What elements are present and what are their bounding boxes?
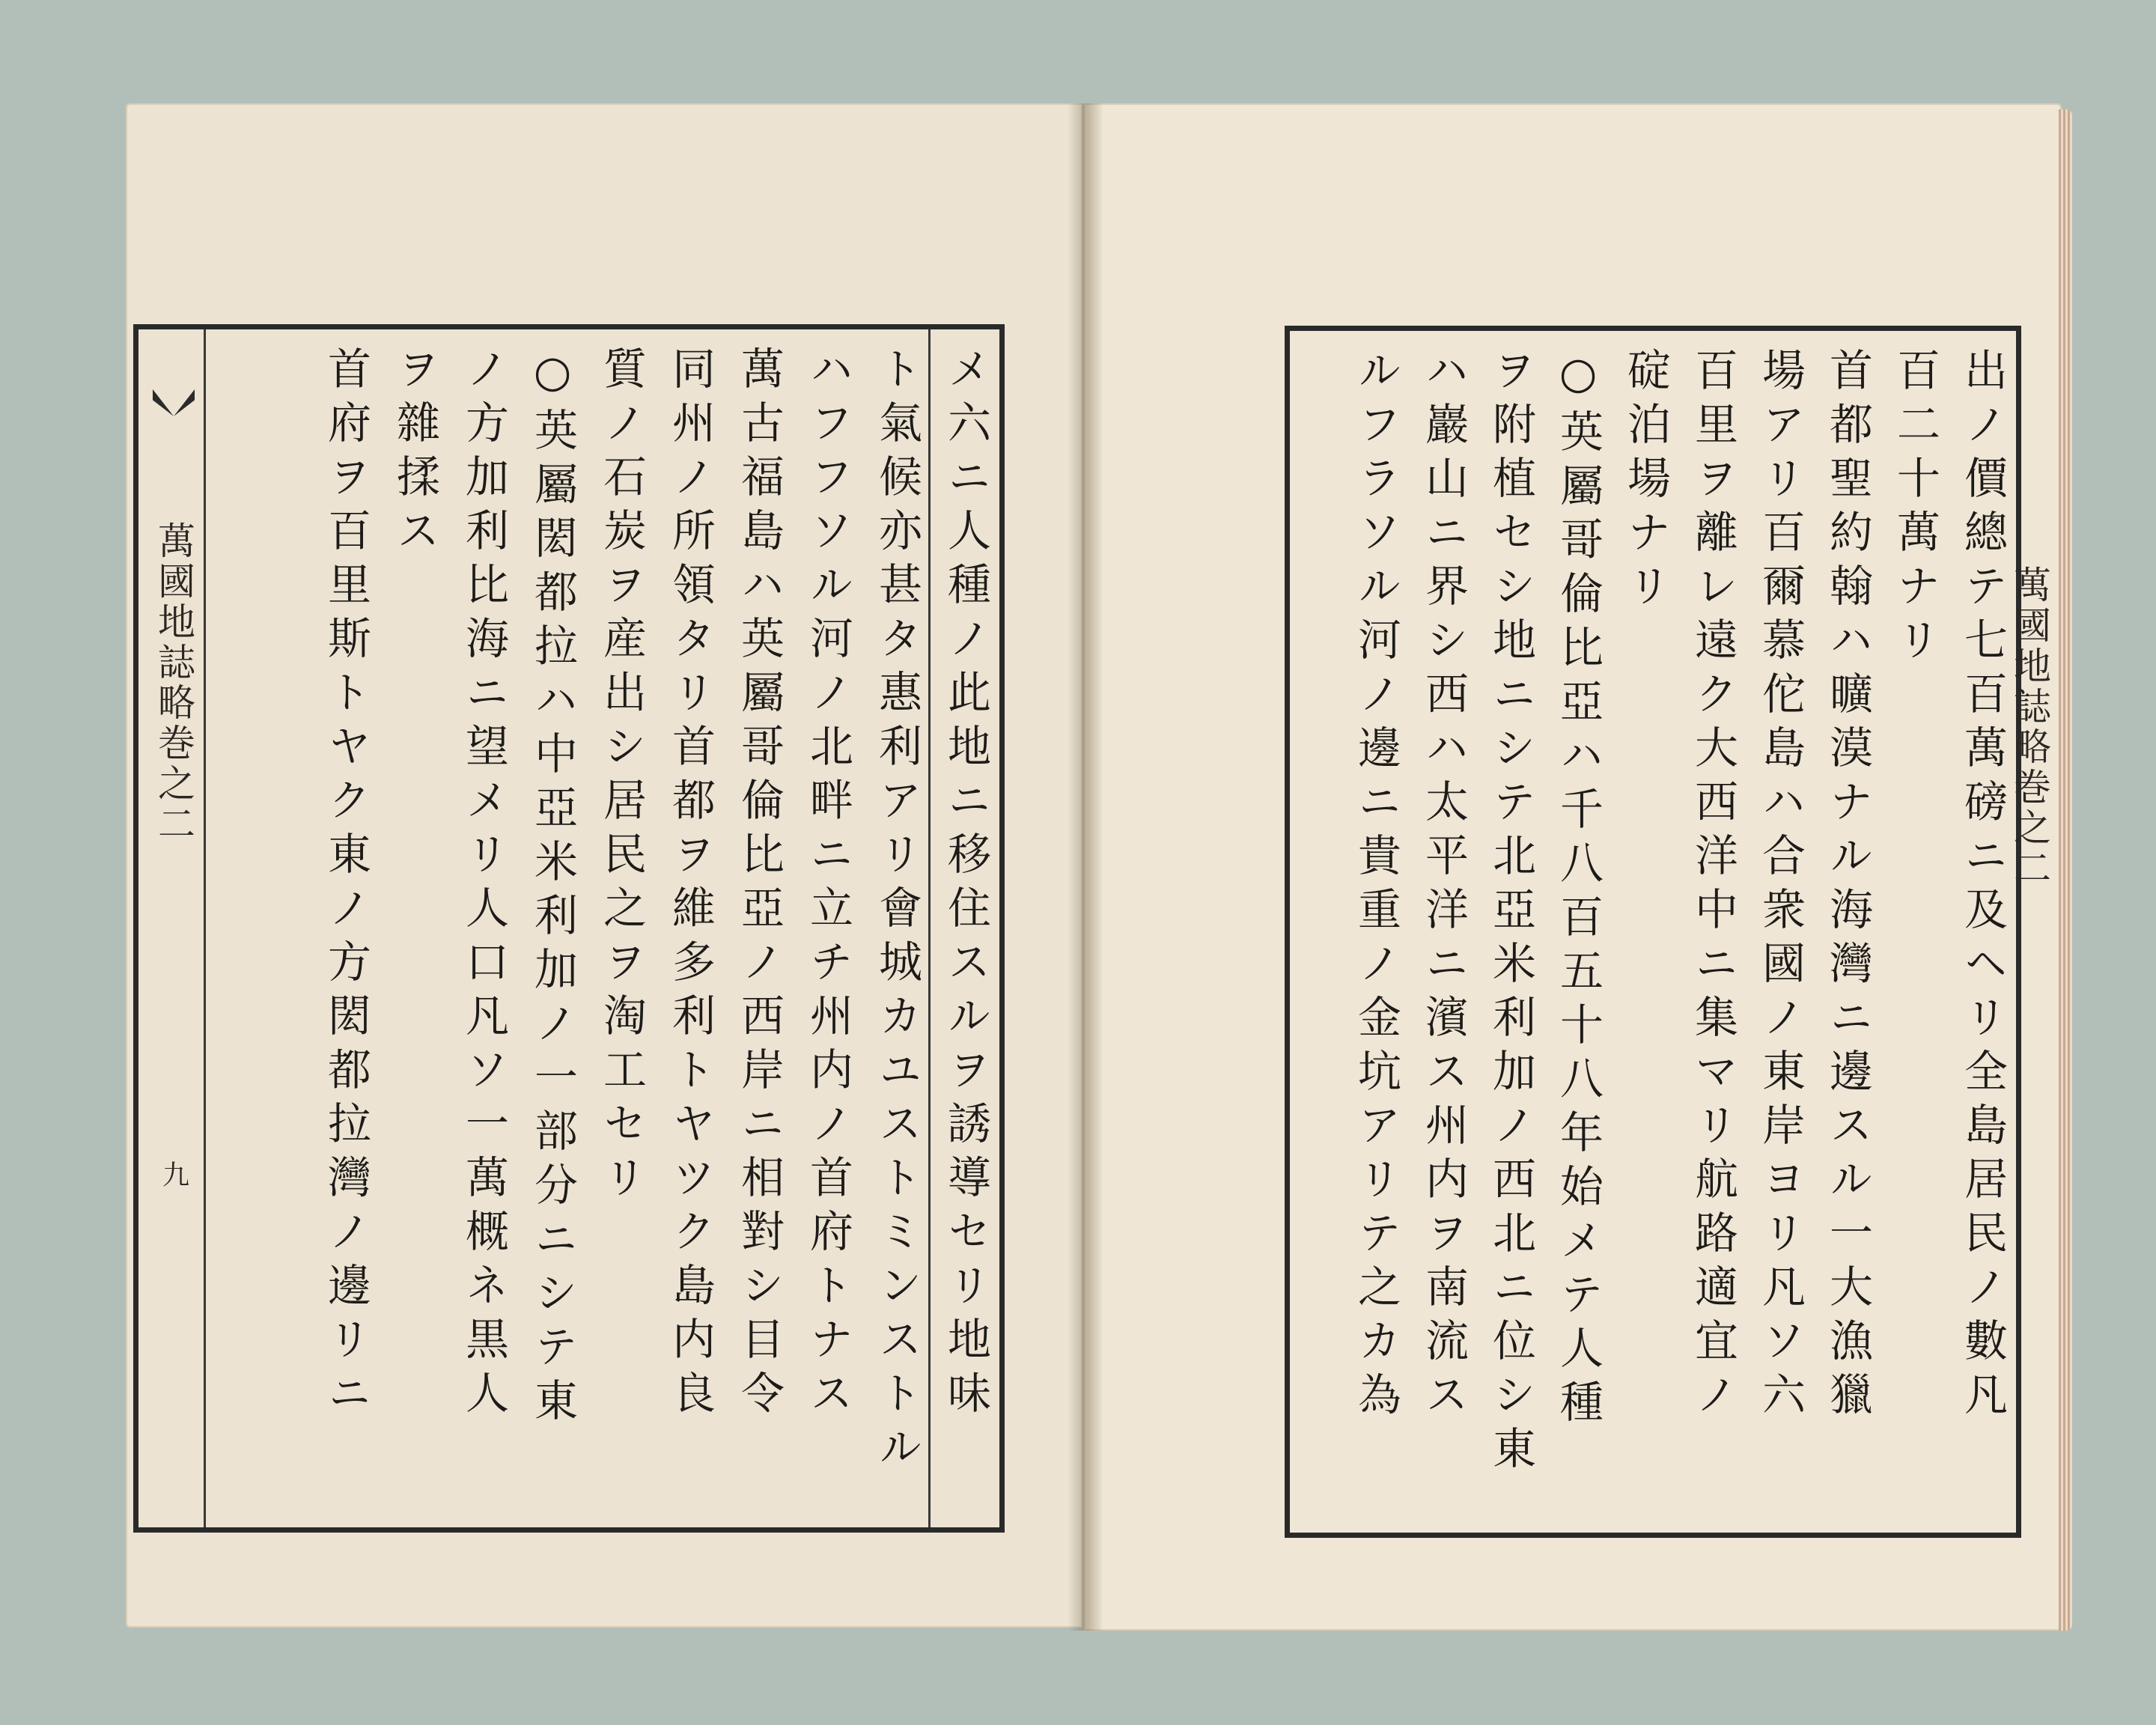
column-text: 碇泊場ナリ xyxy=(1620,347,1671,617)
page-number: 九 xyxy=(158,1160,189,1187)
column-text: 場アリ百爾慕佗島ハ合衆國ノ東岸ヨリ凡ソ六 xyxy=(1755,347,1806,1426)
text-column xyxy=(1347,331,1405,1533)
column-text: ヲ雜揉ス xyxy=(389,346,440,562)
column-text: ト氣候亦甚タ惠利アリ會城カユストミンストル xyxy=(871,346,922,1478)
left-page xyxy=(126,103,1082,1628)
text-column xyxy=(1684,331,1742,1533)
column-text: 質ノ石炭ヲ産出シ居民之ヲ淘工セリ xyxy=(596,346,647,1208)
text-column xyxy=(1751,331,1809,1533)
text-column xyxy=(937,329,995,1527)
column-text: 萬古福島ハ英屬哥倫比亞ノ西岸ニ相對シ目令 xyxy=(734,346,785,1424)
gyobi-mark-icon xyxy=(153,389,195,416)
right-page xyxy=(1084,103,2062,1631)
column-text: 百里ヲ離レ遠ク大西洋中ニ集マリ航路適宜ノ xyxy=(1687,347,1738,1426)
column-text: ルフラソル河ノ邊ニ貴重ノ金坑アリテ之カ為 xyxy=(1350,347,1401,1426)
text-column xyxy=(523,329,582,1527)
column-text: 首府ヲ百里斯トヤク東ノ方閎都拉灣ノ邊リニ xyxy=(320,346,371,1424)
text-column xyxy=(868,329,926,1527)
hanshin-margin xyxy=(2000,326,2059,1527)
text-column xyxy=(1549,331,1607,1533)
column-text: ○英屬哥倫比亞ハ千八百五十八年始メテ人種 xyxy=(1553,347,1604,1433)
text-column xyxy=(386,329,444,1527)
column-text: ハフフソル河ノ北畔ニ立チ州内ノ首府トナス xyxy=(803,346,853,1424)
column-text: 百二十萬ナリ xyxy=(1889,347,1940,671)
text-column xyxy=(317,329,375,1527)
text-column xyxy=(1818,331,1877,1533)
column-text: ハ巖山ニ界シ西ハ太平洋ニ濱ス州内ヲ南流ス xyxy=(1418,347,1469,1426)
text-column xyxy=(661,329,719,1527)
text-column xyxy=(1414,331,1473,1533)
hanshin-rule xyxy=(204,329,206,1527)
text-column xyxy=(799,329,857,1527)
text-column xyxy=(454,329,513,1527)
right-page-border xyxy=(1285,326,2021,1538)
book-gutter xyxy=(1068,103,1103,1631)
column-text: 同州ノ所領タリ首都ヲ維多利トヤツク島内良 xyxy=(665,346,716,1424)
column-text: 出ノ價總テ七百萬磅ニ及ヘリ全島居民ノ數凡 xyxy=(1957,347,2008,1426)
text-column xyxy=(592,329,651,1527)
left-page-border xyxy=(133,324,1005,1533)
open-book xyxy=(126,103,2066,1637)
column-rule xyxy=(928,329,931,1527)
column-text: ○英屬閎都拉ハ中亞米利加ノ一部分ニシテ東 xyxy=(527,346,578,1432)
column-text: ヲ附植セシ地ニシテ北亞米利加ノ西北ニ位シ東 xyxy=(1485,347,1536,1479)
text-column xyxy=(1886,331,1944,1533)
page-edges xyxy=(2059,109,2072,1631)
text-column xyxy=(730,329,788,1527)
hanshin-margin xyxy=(144,329,203,1527)
hanshin-title: 萬國地誌略巻之二 xyxy=(152,521,195,845)
text-column xyxy=(1616,331,1675,1533)
hanshin-title: 萬國地誌略巻之二 xyxy=(2008,565,2051,889)
column-text: メ六ニ人種ノ此地ニ移住スルヲ誘導セリ地味 xyxy=(940,346,991,1424)
column-text: ノ方加利比海ニ望メリ人口凡ソ一萬概ネ黒人 xyxy=(458,346,509,1424)
column-text: 首都聖約翰ハ曠漠ナル海灣ニ邊スル一大漁獵 xyxy=(1822,347,1873,1426)
text-column xyxy=(1482,331,1540,1533)
